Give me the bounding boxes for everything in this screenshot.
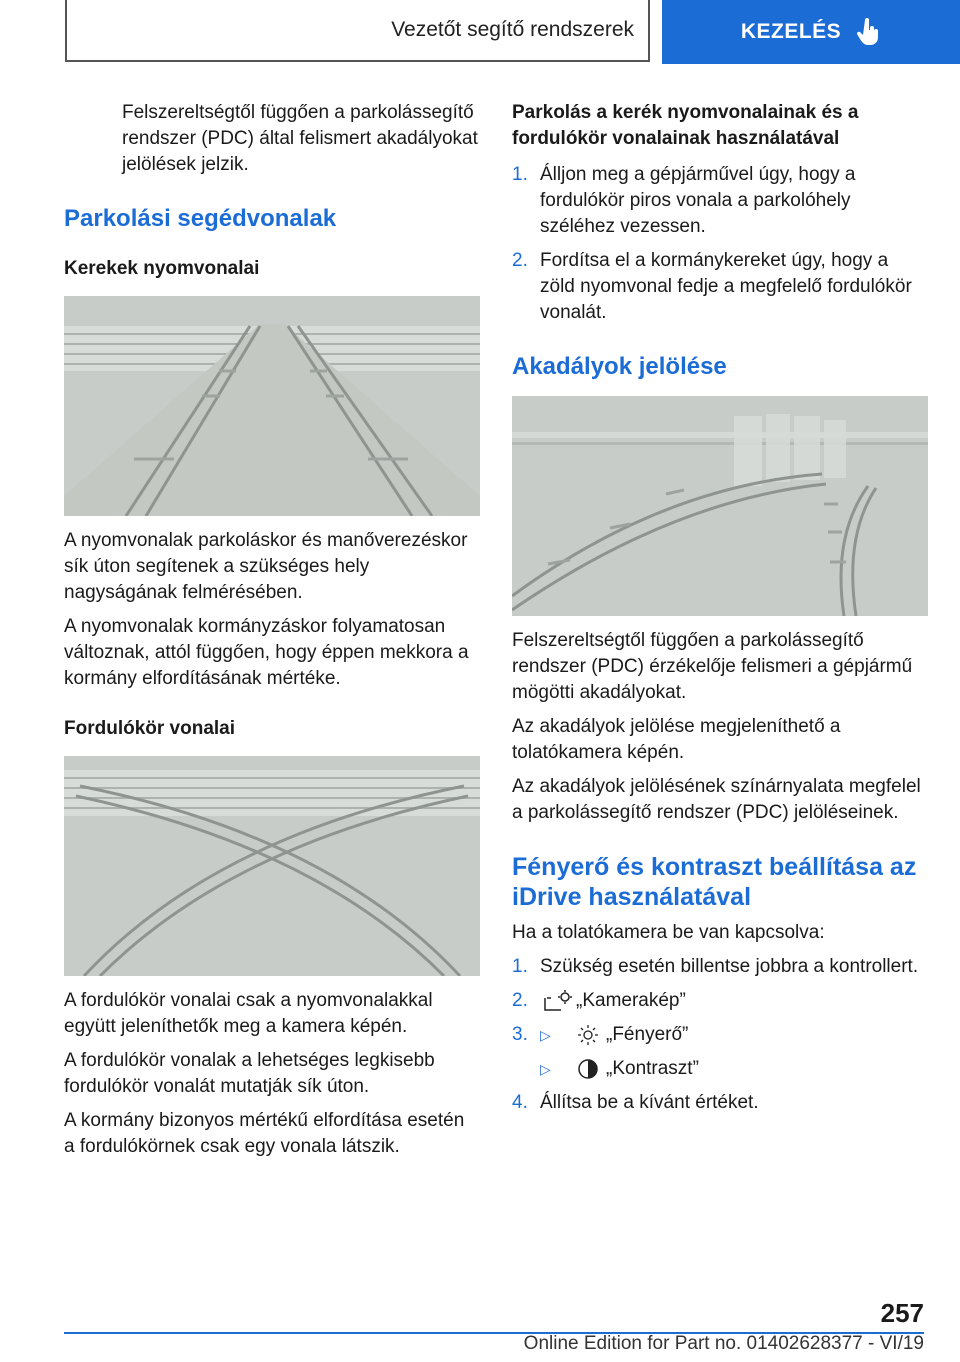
chapter-title: KEZELÉS: [740, 20, 842, 43]
turning-circle-image: [64, 756, 480, 976]
edition-footer: Online Edition for Part no. 01402628377 - VI/19: [523, 1333, 924, 1354]
obstacle-paragraph-1: Felszereltségtől függően a parkolássegítő rendszer (PDC) érzékelője felismeri a gépjármű mögötti akadályokat.: [512, 630, 913, 703]
list-item: 3. ▷ „Fényerő”: [512, 1022, 928, 1048]
brightness-intro: Ha a tolatókamera be van kapcsolva:: [512, 922, 825, 943]
obstacle-paragraph-3: Az akadályok jelölésének színárnyalata megfelel a parkolássegítő rendszer (PDC) jelöléseinek.: [512, 776, 921, 823]
turning-paragraph-2: A fordulókör vonalak a lehetséges legkisebb fordulókör vonalát mutatják sík úton.: [64, 1050, 435, 1097]
list-item: 1. Álljon meg a gépjárművel úgy, hogy a fordulókör piros vonala a parkolóhely széléhez vezessen.: [512, 164, 856, 237]
heading-wheel-paths: Kerekek nyomvonalai: [64, 258, 260, 279]
camera-settings-icon: [540, 988, 576, 1014]
heading-parking-with-paths: Parkolás a kerék nyomvonalainak és a fordulókör vonalainak használatával: [512, 102, 859, 149]
right-column: [512, 100, 928, 1124]
parking-steps-list: [512, 162, 928, 326]
obstacle-marking-image: [512, 396, 928, 616]
wheel-paths-image: [64, 296, 480, 516]
triangle-bullet-icon: ▷: [540, 1027, 551, 1043]
obstacle-paragraph-2: Az akadályok jelölése megjeleníthető a tolatókamera képén.: [512, 716, 841, 763]
wheel-paths-paragraph-2: A nyomvonalak kormányzáskor folyamatosan változnak, attól függően, hogy éppen mekkora a kormány elfordításának mértéke.: [64, 616, 469, 689]
heading-obstacle-marking: Akadályok jelölése: [512, 353, 727, 380]
list-item: 4. Állítsa be a kívánt értéket.: [512, 1092, 759, 1113]
heading-turning-circle: Fordulókör vonalai: [64, 718, 236, 739]
brightness-icon: [570, 1022, 606, 1048]
section-title: Vezetőt segítő rendszerek: [391, 18, 634, 41]
heading-brightness-contrast: Fényerő és kontraszt beállítása az iDrive használatával: [512, 853, 917, 911]
turning-paragraph-1: A fordulókör vonalai csak a nyomvonalakkal együtt jeleníthetők meg a kamera képén.: [64, 990, 433, 1037]
list-item: 1. Szükség esetén billentse jobbra a kontrollert.: [512, 956, 919, 977]
left-column: [64, 100, 480, 1168]
running-header: [65, 0, 650, 62]
turning-paragraph-3: A kormány bizonyos mértékű elfordítása esetén a fordulókörnek csak egy vonala látszik.: [64, 1110, 465, 1157]
wheel-paths-paragraph-1: A nyomvonalak parkoláskor és manőverezéskor sík úton segítenek a szükséges hely nagyságának felmérésében.: [64, 530, 468, 603]
heading-parking-guides: Parkolási segédvonalak: [64, 205, 337, 232]
brightness-steps-list-continued: [512, 1090, 928, 1116]
list-item: 2. Fordítsa el a kormánykereket úgy, hogy a zöld nyomvonal fedje a megfelelő fordulókör vonalát.: [512, 250, 912, 323]
triangle-bullet-icon: ▷: [540, 1061, 551, 1077]
list-item: ▷ „Kontraszt”: [512, 1056, 928, 1082]
brightness-steps-list: [512, 954, 928, 1048]
page-number: 257: [880, 1298, 924, 1328]
list-item: 2. „Kamerakép”: [512, 988, 928, 1014]
chapter-tab: [662, 0, 960, 64]
intro-paragraph: Felszereltségtől függően a parkolássegítő rendszer (PDC) által felismert akadályokat jelölések jelzik.: [122, 102, 478, 175]
hand-pointer-icon: [857, 18, 881, 46]
contrast-icon: [570, 1058, 606, 1080]
